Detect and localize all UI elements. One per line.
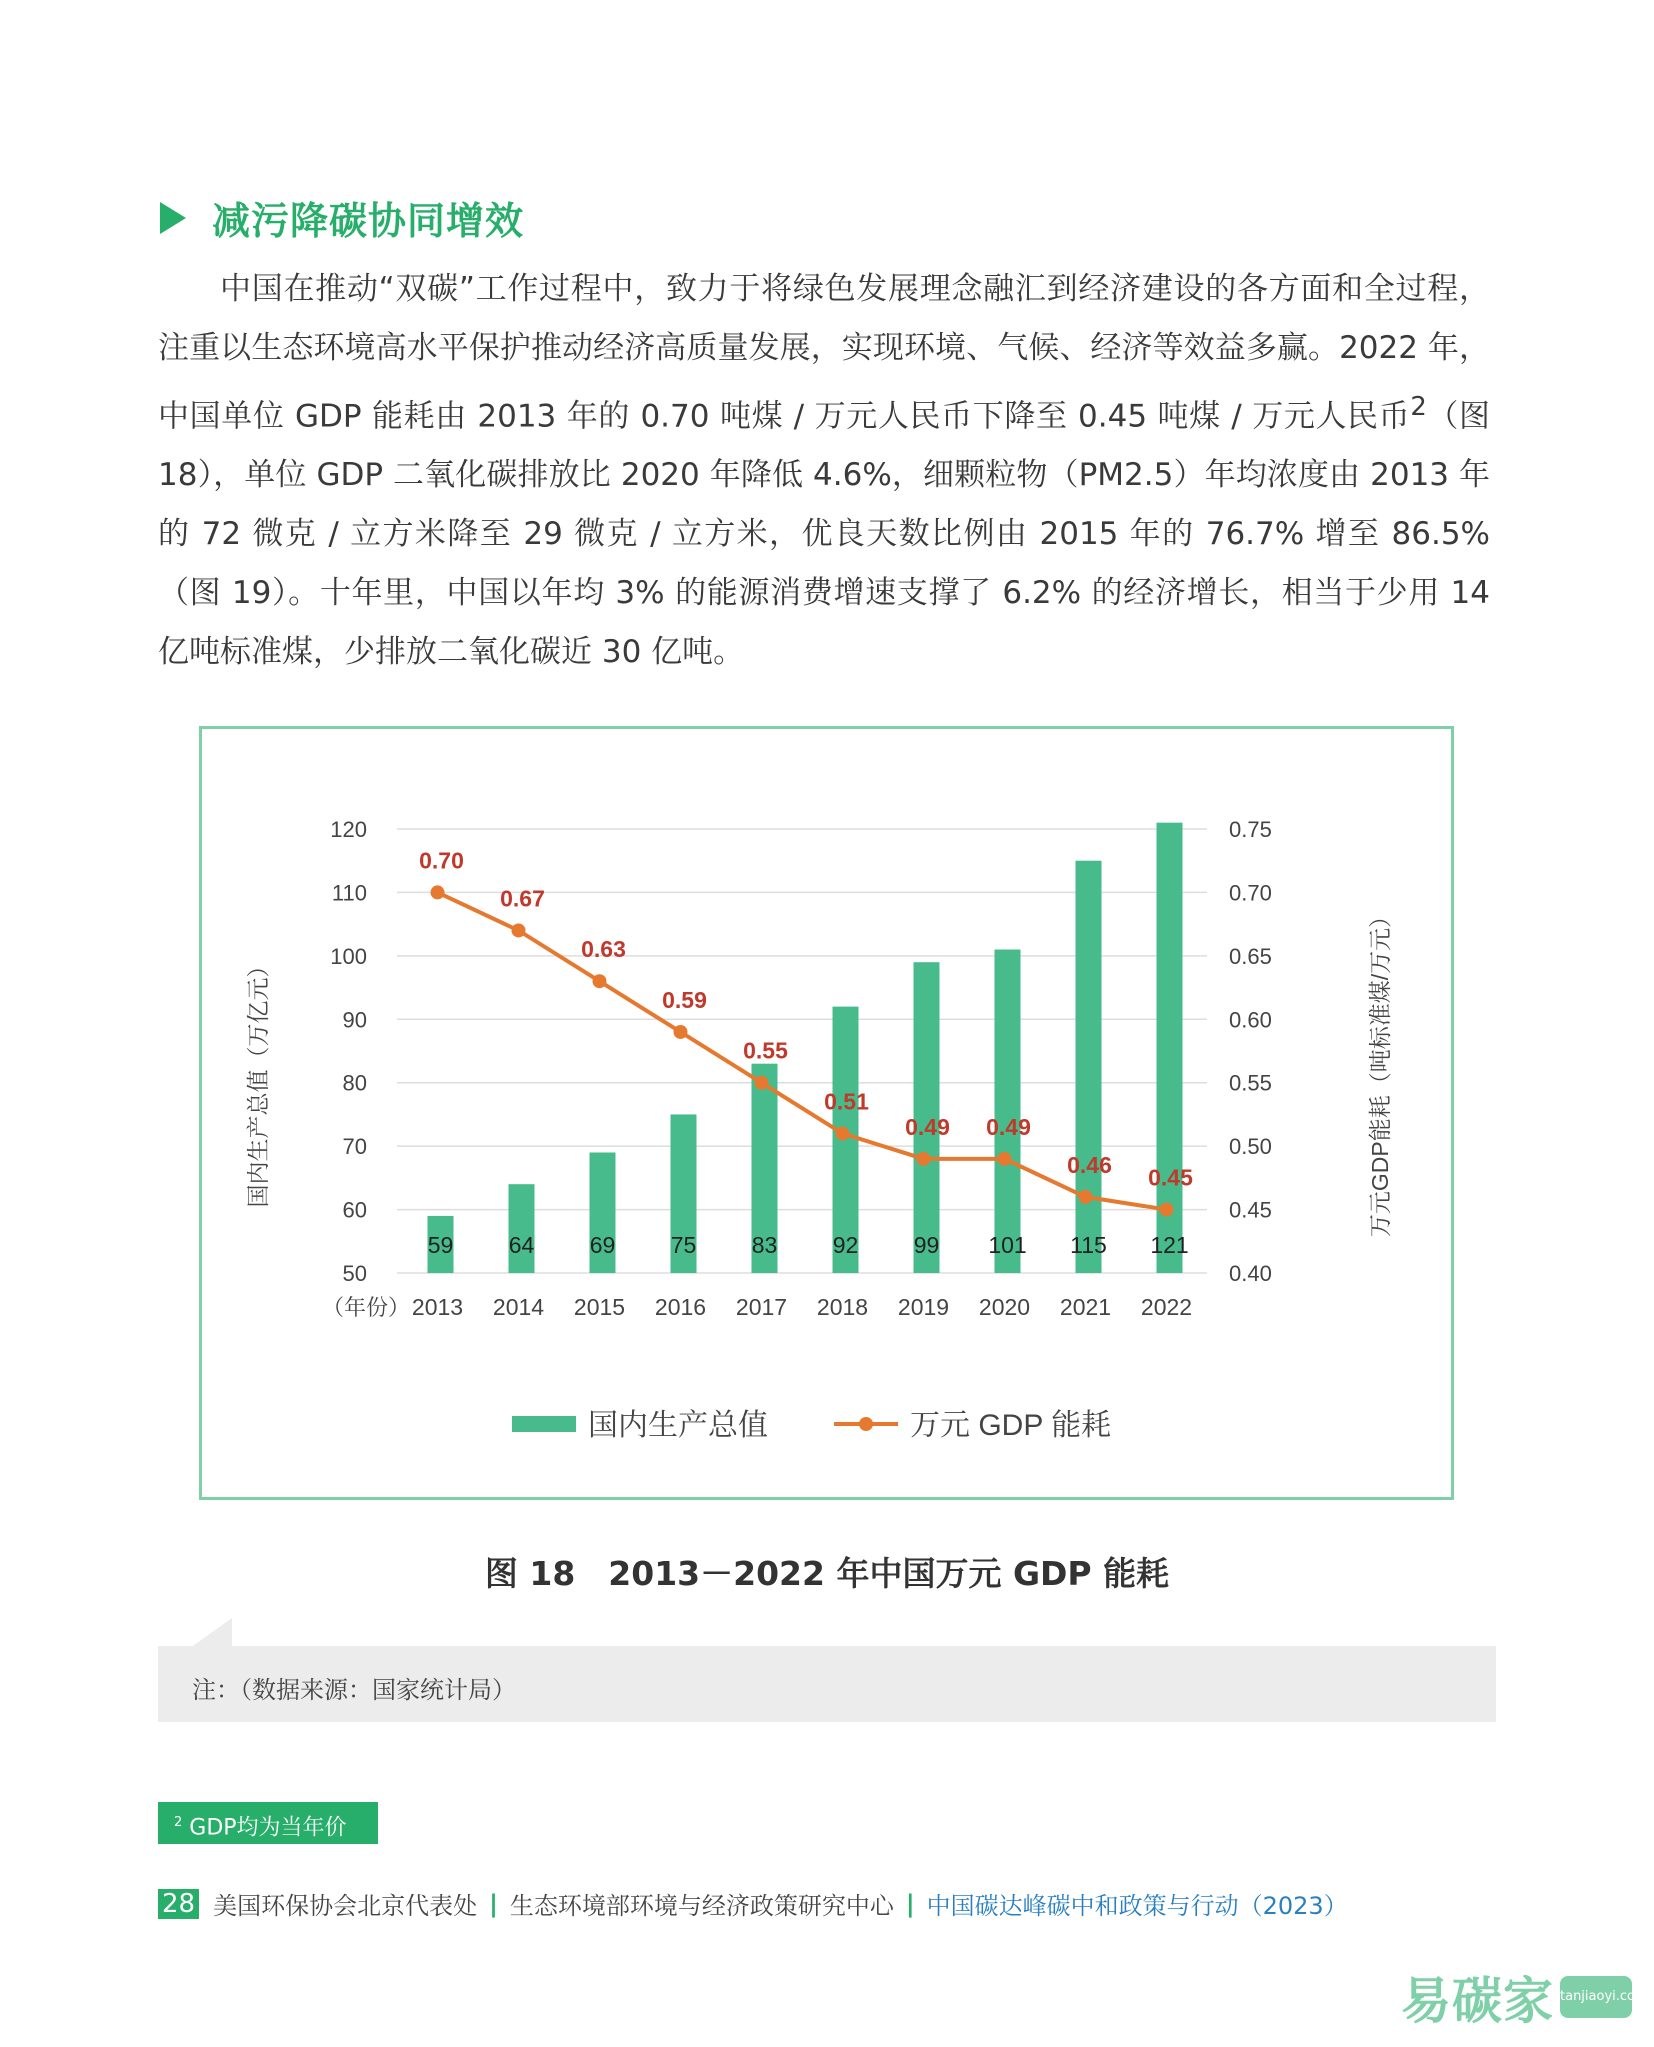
- y-left-tick-label: 100: [330, 943, 367, 969]
- line-value-label: 0.70: [419, 847, 464, 874]
- x-tick-label: 2019: [897, 1294, 950, 1320]
- x-tick-label: 2013: [411, 1294, 464, 1320]
- bar-value-label: 83: [751, 1232, 778, 1258]
- bar-value-label: 92: [832, 1232, 859, 1258]
- y-right-tick-label: 0.55: [1229, 1070, 1272, 1096]
- y-left-axis-label: 国内生产总值（万亿元）: [245, 954, 271, 1208]
- y-right-tick-label: 0.50: [1229, 1134, 1272, 1160]
- y-left-tick-label: 110: [331, 880, 367, 906]
- footer-separator: |: [905, 1889, 915, 1918]
- x-tick-label: 2020: [978, 1294, 1031, 1320]
- paragraph-text-rest: （图 18），单位 GDP 二氧化碳排放比 2020 年降低 4.6%，细颗粒物（PM2.5）年均浓度由 2013 年的 72 微克 / 立方米降至 29 微克 / 立方米，优良天数比例由 2015 年的 76.7% 增至 86.5%（图 19）。十年里，中国以年均 3% 的能源消费增速支撑了 6.2% 的经济增长，相当于少用 14 亿吨标准煤，少排放二氧化碳近 30 亿吨。: [158, 398, 1490, 671]
- line-value-label: 0.45: [1148, 1164, 1193, 1191]
- footer-separator: |: [489, 1889, 498, 1918]
- bar-value-label: 101: [988, 1232, 1027, 1258]
- legend-label-gdp: 国内生产总值: [588, 1409, 768, 1442]
- legend-marker-energy: [859, 1417, 873, 1431]
- line-energy-consumption: [438, 892, 1167, 1209]
- line-value-label: 0.55: [743, 1037, 788, 1064]
- line-value-label: 0.49: [905, 1113, 950, 1140]
- bar-gdp: [509, 1184, 535, 1273]
- line-point: [431, 885, 445, 899]
- y-right-axis-label: 万元GDP能耗（吨标准煤/万元）: [1367, 904, 1393, 1238]
- x-tick-label: 2016: [654, 1294, 707, 1320]
- y-right-tick-label: 0.70: [1229, 880, 1272, 906]
- y-right-tick-label: 0.45: [1229, 1197, 1272, 1223]
- watermark-domain: tanjiaoyi.com: [1560, 1976, 1632, 2018]
- bar-value-label: 69: [589, 1232, 616, 1258]
- footnote: [158, 1802, 378, 1844]
- x-tick-label: 2014: [492, 1294, 545, 1320]
- x-tick-label: 2015: [573, 1294, 626, 1320]
- line-point: [836, 1126, 850, 1140]
- x-tick-label: 2022: [1140, 1294, 1193, 1320]
- line-point: [1160, 1203, 1174, 1217]
- line-value-label: 0.46: [1067, 1151, 1112, 1178]
- y-right-tick-label: 0.40: [1229, 1261, 1272, 1286]
- line-value-label: 0.59: [662, 986, 707, 1013]
- bar-value-label: 59: [427, 1232, 454, 1258]
- line-value-label: 0.63: [581, 936, 626, 963]
- body-paragraph: [158, 260, 1490, 682]
- y-left-tick-label: 60: [342, 1197, 367, 1223]
- bar-value-label: 99: [913, 1232, 940, 1258]
- note-text: 注：（数据来源：国家统计局）: [192, 1676, 516, 1704]
- bar-value-label: 121: [1150, 1232, 1189, 1258]
- y-left-tick-label: 70: [342, 1134, 367, 1160]
- line-point: [917, 1152, 931, 1166]
- section-heading: [160, 190, 524, 245]
- y-left-tick-label: 120: [330, 817, 367, 842]
- page-footer: [158, 1886, 1348, 1921]
- section-heading-text: 减污降碳协同增效: [212, 199, 525, 243]
- y-right-tick-label: 0.60: [1229, 1007, 1272, 1033]
- footnote-sup: 2: [174, 1815, 183, 1830]
- triangle-bullet-icon: [160, 202, 186, 234]
- line-point: [998, 1152, 1012, 1166]
- bar-gdp: [995, 950, 1021, 1273]
- line-value-label: 0.67: [500, 885, 545, 912]
- line-value-label: 0.51: [824, 1088, 869, 1115]
- bar-value-label: 64: [508, 1232, 535, 1258]
- gdp-energy-chart: [202, 729, 1451, 1497]
- figure-caption: 图 18 2013－2022 年中国万元 GDP 能耗: [484, 1554, 1170, 1593]
- bar-value-label: 75: [670, 1232, 697, 1258]
- watermark-text: 易碳家: [1401, 1972, 1554, 2030]
- x-unit-label: （年份）: [322, 1295, 411, 1320]
- note-notch: [190, 1618, 232, 1648]
- footnote-text: GDP均为当年价: [189, 1815, 347, 1841]
- watermark-logo: [1401, 1961, 1648, 2033]
- y-right-tick-label: 0.75: [1229, 817, 1272, 842]
- y-left-tick-label: 50: [342, 1261, 367, 1286]
- line-point: [512, 923, 526, 937]
- line-point: [755, 1076, 769, 1090]
- footer-org-1: 美国环保协会北京代表处: [213, 1892, 478, 1920]
- y-left-tick-label: 80: [342, 1070, 367, 1096]
- x-tick-label: 2017: [735, 1294, 788, 1320]
- chart-frame: [199, 726, 1454, 1500]
- line-point: [1079, 1190, 1093, 1204]
- x-tick-label: 2018: [816, 1294, 869, 1320]
- bar-value-label: 115: [1070, 1232, 1107, 1258]
- page-number: 28: [158, 1889, 199, 1919]
- x-tick-label: 2021: [1059, 1294, 1112, 1320]
- bar-gdp: [1076, 861, 1102, 1273]
- line-point: [593, 974, 607, 988]
- legend-swatch-gdp: [512, 1416, 576, 1432]
- footer-org-2: 生态环境部环境与经济政策研究中心: [509, 1892, 894, 1920]
- footer-report-title: 中国碳达峰碳中和政策与行动（2023）: [926, 1892, 1348, 1920]
- y-left-tick-label: 90: [342, 1007, 367, 1033]
- legend-label-energy: 万元 GDP 能耗: [910, 1409, 1112, 1442]
- line-value-label: 0.49: [986, 1113, 1031, 1140]
- paragraph-text: 中国在推动“双碳”工作过程中，致力于将绿色发展理念融汇到经济建设的各方面和全过程，注重以生态环境高水平保护推动经济高质量发展，实现环境、气候、经济等效益多赢。2022 年，中国单位 GDP 能耗由 2013 年的 0.70 吨煤 / 万元人民币下降至 0.45 吨煤 / 万元人民币: [158, 271, 1490, 435]
- line-point: [674, 1025, 688, 1039]
- footnote-ref: 2: [1410, 392, 1427, 422]
- y-right-tick-label: 0.65: [1229, 943, 1272, 969]
